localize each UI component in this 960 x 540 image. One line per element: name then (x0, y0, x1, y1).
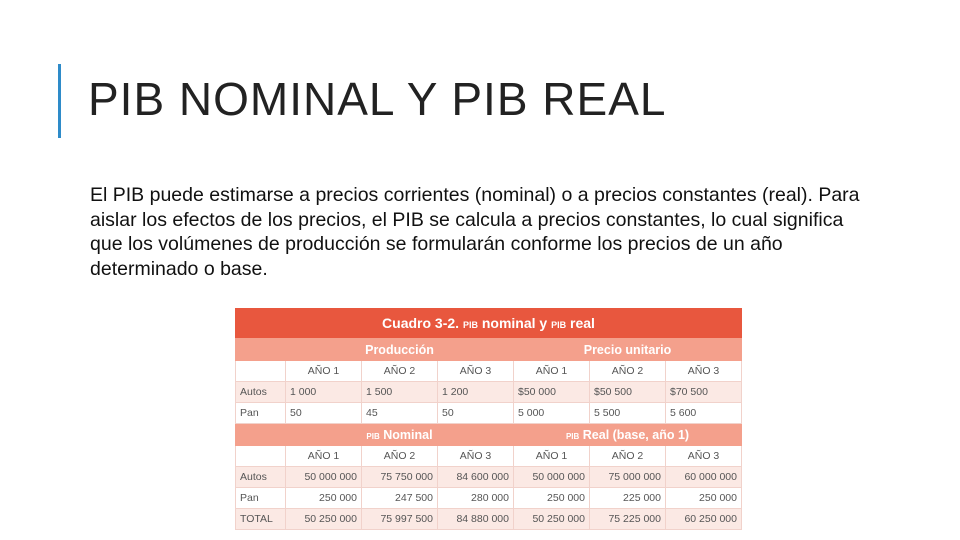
group-real-label: Real (base, año 1) (582, 427, 690, 442)
table-cell: 50 000 000 (286, 467, 362, 488)
group-real-gdp (514, 424, 742, 446)
group-unit-price: Precio unitario (514, 339, 742, 361)
table-row (236, 403, 742, 424)
table-cell: 50 (286, 403, 362, 424)
table-cell: 1 500 (362, 382, 438, 403)
table-cell: 5 000 (514, 403, 590, 424)
table-cell: 60 250 000 (666, 509, 742, 530)
year-header: AÑO 2 (590, 361, 666, 382)
table-cell: 50 000 000 (514, 467, 590, 488)
caption-pib-1: PIB (462, 320, 478, 330)
group-header-row-production (236, 339, 742, 361)
years-row-bottom (236, 446, 742, 467)
year-blank-cell (236, 361, 286, 382)
gdp-data-grid (235, 338, 742, 530)
year-header: AÑO 1 (514, 446, 590, 467)
year-header: AÑO 3 (438, 446, 514, 467)
group-nominal-label: Nominal (383, 427, 433, 442)
band-blank-cell (236, 424, 286, 446)
table-caption (235, 308, 742, 338)
table-cell: 1 200 (438, 382, 514, 403)
year-header: AÑO 3 (666, 446, 742, 467)
table-cell: 5 600 (666, 403, 742, 424)
table-cell: 50 250 000 (514, 509, 590, 530)
row-label: TOTAL (236, 509, 286, 530)
table-cell: 84 600 000 (438, 467, 514, 488)
table-cell: $50 000 (514, 382, 590, 403)
row-label: Autos (236, 382, 286, 403)
table-row (236, 488, 742, 509)
title-accent-bar (58, 64, 61, 138)
table-cell: 247 500 (362, 488, 438, 509)
gdp-table (235, 308, 742, 531)
caption-suffix: real (570, 315, 595, 331)
table-cell: 60 000 000 (666, 467, 742, 488)
table-cell: 75 750 000 (362, 467, 438, 488)
table-cell: 250 000 (286, 488, 362, 509)
table-cell: $50 500 (590, 382, 666, 403)
group-nominal-gdp (286, 424, 514, 446)
table-cell: 250 000 (666, 488, 742, 509)
table-cell: $70 500 (666, 382, 742, 403)
year-blank-cell (236, 446, 286, 467)
group-production: Producción (286, 339, 514, 361)
table-cell: 50 (438, 403, 514, 424)
group-nominal-pib: PIB (366, 431, 380, 441)
year-header: AÑO 2 (362, 361, 438, 382)
row-label: Pan (236, 488, 286, 509)
year-header: AÑO 1 (286, 446, 362, 467)
year-header: AÑO 1 (514, 361, 590, 382)
table-cell: 280 000 (438, 488, 514, 509)
table-cell: 75 000 000 (590, 467, 666, 488)
row-label: Autos (236, 467, 286, 488)
table-row (236, 467, 742, 488)
table-cell: 225 000 (590, 488, 666, 509)
caption-prefix: Cuadro 3-2. (382, 315, 460, 331)
year-header: AÑO 1 (286, 361, 362, 382)
table-cell: 5 500 (590, 403, 666, 424)
group-real-pib: PIB (565, 431, 580, 441)
table-cell: 75 997 500 (362, 509, 438, 530)
row-label: Pan (236, 403, 286, 424)
caption-pib-2: PIB (551, 320, 567, 330)
years-row-top (236, 361, 742, 382)
table-row-total (236, 509, 742, 530)
table-cell: 50 250 000 (286, 509, 362, 530)
caption-mid: nominal y (481, 315, 548, 331)
table-cell: 250 000 (514, 488, 590, 509)
year-header: AÑO 3 (666, 361, 742, 382)
year-header: AÑO 3 (438, 361, 514, 382)
table-row (236, 382, 742, 403)
table-cell: 45 (362, 403, 438, 424)
group-header-row-gdp (236, 424, 742, 446)
table-cell: 75 225 000 (590, 509, 666, 530)
band-blank-cell (236, 339, 286, 361)
year-header: AÑO 2 (590, 446, 666, 467)
slide-body-text: El PIB puede estimarse a precios corrientes (nominal) o a precios constantes (real). Para aislar los efectos de los precios, el PIB se calcula a precios constantes, lo cual significa que los volúmenes de producción se formularán conforme los precios de un año determinado o base. (90, 184, 860, 280)
year-header: AÑO 2 (362, 446, 438, 467)
slide-title: PIB NOMINAL Y PIB REAL (88, 73, 667, 125)
table-cell: 84 880 000 (438, 509, 514, 530)
table-cell: 1 000 (286, 382, 362, 403)
